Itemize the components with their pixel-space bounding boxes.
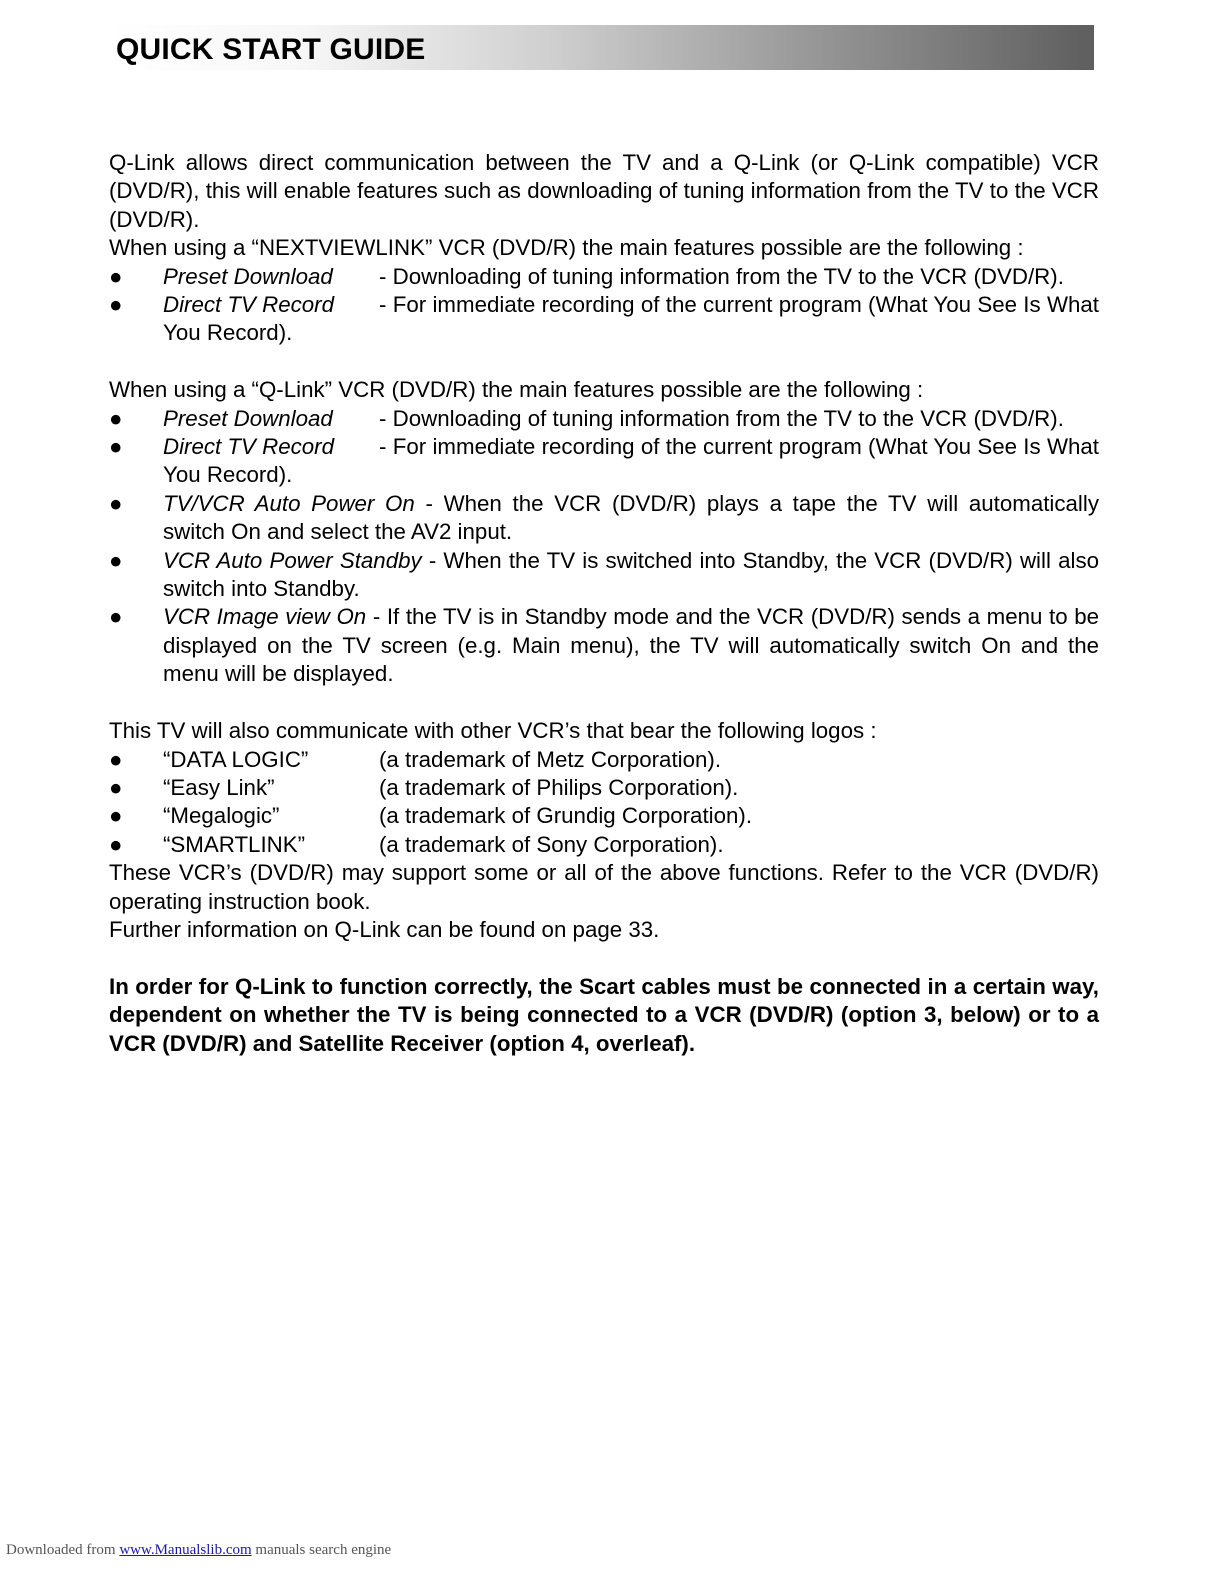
bullet-icon: ● (109, 746, 123, 772)
logo-item (109, 831, 1099, 859)
feature-term: Preset Download (163, 263, 333, 289)
logo-desc: (a trademark of Metz Corporation). (379, 746, 722, 772)
bullet-icon: ● (109, 405, 123, 431)
further-info-paragraph: Further information on Q-Link can be found on page 33. (109, 916, 660, 942)
bullet-icon: ● (109, 547, 123, 573)
feature-desc: - For immediate recording of the current program (What You See Is What You Record). (163, 434, 1099, 488)
feature-desc: - For immediate recording of the current program (What You See Is What You Record). (163, 292, 1099, 346)
footer-suffix: manuals search engine (255, 1542, 392, 1558)
spacer (109, 348, 1099, 376)
logo-item (109, 802, 1099, 830)
feature-desc: - Downloading of tuning information from the TV to the VCR (DVD/R). (379, 405, 1064, 431)
qlink-item (109, 603, 1099, 688)
logo-item (109, 746, 1099, 774)
nextview-item (109, 291, 1099, 348)
qlink-item (109, 433, 1099, 490)
logo-name: “Easy Link” (163, 774, 275, 800)
bullet-icon: ● (109, 774, 123, 800)
feature-desc: - Downloading of tuning information from the TV to the VCR (DVD/R). (379, 263, 1064, 289)
feature-term: VCR Auto Power Standby (163, 547, 422, 573)
feature-term: Direct TV Record (163, 292, 334, 318)
logo-name: “SMARTLINK” (163, 831, 306, 857)
footer-prefix: Downloaded from (6, 1542, 116, 1558)
document-body (109, 149, 1099, 1058)
logos-support-paragraph: These VCR’s (DVD/R) may support some or all of the above functions. Refer to the VCR (DVD/R) operating instruction book. (109, 860, 1099, 914)
feature-term: Direct TV Record (163, 434, 334, 460)
logo-item (109, 774, 1099, 802)
logo-name: “DATA LOGIC” (163, 746, 309, 772)
qlink-item (109, 490, 1099, 547)
logo-desc: (a trademark of Grundig Corporation). (379, 803, 753, 829)
download-footer (6, 1542, 391, 1559)
qlink-item (109, 547, 1099, 604)
scart-notice: In order for Q-Link to function correctly, the Scart cables must be connected in a certain way, dependent on whether the TV is being connected to a VCR (DVD/R) (option 3, below) or to a VCR (DVD/R) and Satellite Receiver (option 4, overleaf). (109, 973, 1099, 1056)
page-title: QUICK START GUIDE (116, 33, 426, 66)
qlink-lead: When using a “Q-Link” VCR (DVD/R) the main features possible are the following : (109, 377, 924, 403)
bullet-icon: ● (109, 831, 123, 857)
logos-lead: This TV will also communicate with other VCR’s that bear the following logos : (109, 718, 877, 744)
feature-desc: - When the TV is switched into Standby, the VCR (DVD/R) will also switch into Standby. (163, 547, 1099, 602)
feature-desc: - When the VCR (DVD/R) plays a tape the TV will automatically switch On and select the AV2 input. (163, 490, 1099, 545)
bullet-icon: ● (109, 490, 123, 516)
logo-desc: (a trademark of Sony Corporation). (379, 831, 724, 857)
intro-paragraph: Q-Link allows direct communication between the TV and a Q-Link (or Q-Link compatible) VCR (DVD/R), this will enable features such as downloading of tuning information from the TV to the VCR (DVD/R). (109, 150, 1099, 232)
logo-name: “Megalogic” (163, 803, 280, 829)
page-header-bar (108, 25, 1094, 70)
feature-term: TV/VCR Auto Power On (163, 490, 415, 516)
feature-term: VCR Image view On (163, 604, 367, 630)
feature-desc: - If the TV is in Standby mode and the VCR (DVD/R) sends a menu to be displayed on the TV screen (e.g. Main menu), the TV will automatically switch On and the menu will be displayed. (163, 604, 1100, 687)
nextview-lead: When using a “NEXTVIEWLINK” VCR (DVD/R) the main features possible are the following : (109, 235, 1024, 261)
bullet-icon: ● (109, 604, 123, 630)
bullet-icon: ● (109, 434, 123, 460)
spacer (109, 689, 1099, 717)
bullet-icon: ● (109, 803, 123, 829)
logo-desc: (a trademark of Philips Corporation). (379, 774, 739, 800)
bullet-icon: ● (109, 292, 123, 318)
feature-term: Preset Download (163, 405, 333, 431)
manualslib-link[interactable]: www.Manualslib.com (119, 1542, 252, 1558)
qlink-item (109, 405, 1099, 433)
spacer (109, 944, 1099, 972)
bullet-icon: ● (109, 263, 123, 289)
nextview-item (109, 263, 1099, 291)
